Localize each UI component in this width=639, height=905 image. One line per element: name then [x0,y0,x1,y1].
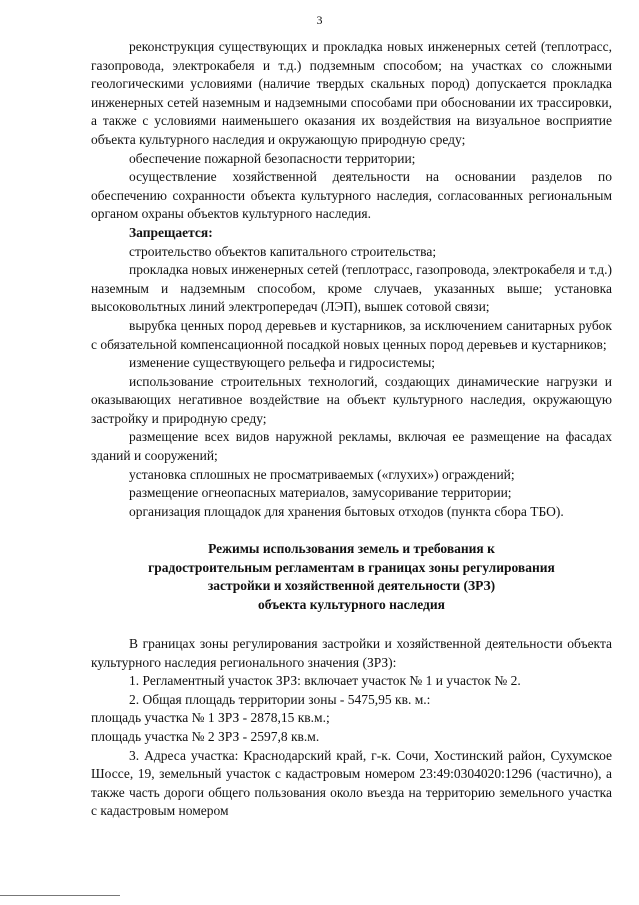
prohibited-item: размещение всех видов наружной рекламы, включая ее размещение на фасадах зданий и сооружений; [91,429,612,464]
paragraph-reconstruction: реконструкция существующих и прокладка новых инженерных сетей (теплотрасс, газопровода, электрокабеля и т.д.) подземным способом; на участках со сложными геологическими условиями (наличие твердых скальных пород) допускается прокладка инженерных сетей наземным и надземными способами при обосновании их трассировки, а также с условиями наименьшего оказания их воздействия на визуальное восприятие объекта культурного наследия и окружающую природную среду; [91,39,612,147]
footnote-rule [0,895,120,896]
prohibited-item: установка сплошных не просматриваемых («глухих») ограждений; [129,466,515,482]
prohibited-item: строительство объектов капитального строительства; [129,243,437,259]
zone-item: площадь участка № 1 ЗРЗ - 2878,15 кв.м.; [91,710,330,726]
zone-intro: В границах зоны регулирования застройки и хозяйственной деятельности объекта культурного наследия регионального значения (ЗРЗ): [91,636,612,670]
prohibited-item: прокладка новых инженерных сетей (теплотрасс, газопровода, электрокабеля и т.д.) наземным и надземным способом, кроме случаев, указанных выше; установка высоковольтных линий электропередач (ЛЭП), вышек сотовой связи; [91,262,612,315]
section-title-line: застройки и хозяйственной деятельности (ЗРЗ) [207,578,496,594]
prohibited-item: размещение огнеопасных материалов, замусоривание территории; [129,485,512,501]
zone-item: 2. Общая площадь территории зоны - 5475,95 кв. м.: [129,691,431,707]
prohibited-item: организация площадок для хранения бытовых отходов (пункта сбора ТБО). [129,503,564,519]
prohibited-item: использование строительных технологий, создающих динамические нагрузки и оказывающих негативное воздействие на объект культурного наследия, окружающую застройку и природную среду; [91,373,612,426]
section-title-line: Режимы использования земель и требования к [208,541,495,557]
zone-item: 3. Адреса участка: Краснодарский край, г-к. Сочи, Хостинский район, Сухумское Шоссе, 19, земельный участок с кадастровым номером 23:49:0304020:1296 (частично), а также часть дороги общего пользования около въезда на территорию земельного участка с кадастровым номером [91,747,612,819]
zone-item: площадь участка № 2 ЗРЗ - 2597,8 кв.м. [91,729,320,745]
document-body [91,38,612,821]
prohibited-item: вырубка ценных пород деревьев и кустарников, за исключением санитарных рубок с обязательной компенсационной посадкой новых ценных пород деревьев и кустарников; [91,317,612,352]
prohibited-heading: Запрещается: [129,224,213,240]
paragraph-fire-safety: обеспечение пожарной безопасности территории; [129,150,416,166]
page-number: 3 [316,13,323,27]
paragraph-economic-activity: осуществление хозяйственной деятельности на основании разделов по обеспечению сохранности объекта культурного наследия, согласованных региональным органом охраны объектов культурного наследия. [91,169,612,222]
section-title-line: градостроительным регламентам в границах зоны регулирования [148,559,555,575]
section-title-line: объекта культурного наследия [258,596,445,612]
prohibited-item: изменение существующего рельефа и гидросистемы; [129,355,436,371]
section-title [91,540,612,614]
zone-item: 1. Регламентный участок ЗРЗ: включает участок № 1 и участок № 2. [129,673,521,689]
